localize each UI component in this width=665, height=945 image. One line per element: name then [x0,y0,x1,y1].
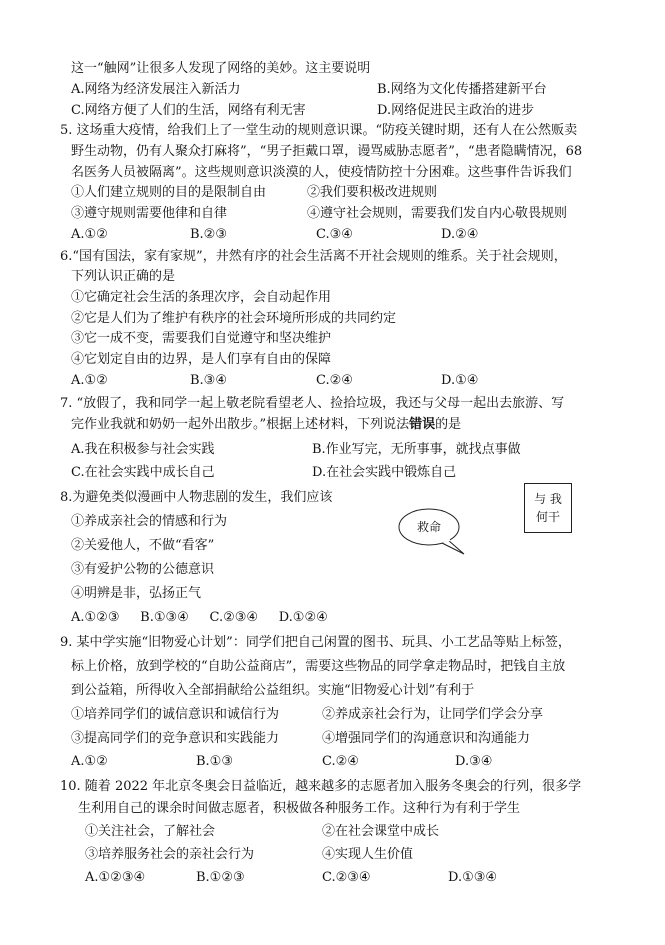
q10-item-1: ①关注社会，了解社会 [85,824,216,839]
q8-item-1: ①养成亲社会的情感和行为 [71,514,228,529]
q8-item-4: ④明辨是非，弘扬正气 [71,586,202,601]
q4-option-b: B.网络为文化传播搭建新平台 [377,82,547,97]
q9-stem-line-1: 9. 某中学实施“旧物爱心计划”：同学们把自己闲置的图书、玩具、小工艺品等贴上标签， [60,635,571,650]
q6-stem-line-2: 下列认识正确的是 [71,269,176,284]
bubble-text: 救命 [416,520,441,534]
q10-option-c: C.②③④ [322,870,371,885]
q10-stem-line-2: 生利用自己的课余时间做志愿者，积极做各种服务工作。这种行为有利于学生 [78,801,521,816]
q5-stem-line-3: 名医务人员被隔离”。这些规则意识淡漠的人，使疫情防控十分困难。这些事件告诉我们 [71,165,572,180]
q7-stem-ending: 的是 [435,417,462,432]
q5-stem-line-2: 野生动物，仍有人聚众打麻将”，“男子拒戴口罩，谩骂威胁志愿者”，“患者隐瞒情况，68 [71,144,583,159]
q9-item-4: ④增强同学们的沟通意识和沟通能力 [322,731,531,746]
q9-item-2: ②养成亲社会行为，让同学们学会分享 [322,707,544,722]
q8-stem: 8.为避免类似漫画中人物悲剧的发生，我们应该 [60,490,333,505]
q5-item-3: ③遵守规则需要他律和自律 [71,206,228,221]
q10-item-2: ②在社会课堂中成长 [322,824,440,839]
q7-option-d: D.在社会实践中锻炼自己 [312,465,457,480]
q9-option-c: C.②④ [322,754,359,769]
q6-item-3: ③它一成不变，需要我们自觉遵守和坚决维护 [71,331,332,346]
q7-option-a: A.我在积极参与社会实践 [71,442,215,457]
q10-item-3: ③培养服务社会的亲社会行为 [85,847,255,862]
q8-item-2: ②关爱他人，不做“看客” [71,538,215,553]
q5-option-c: C.③④ [316,227,353,242]
q6-option-d: D.①④ [441,373,479,388]
q4-option-a: A.网络为经济发展注入新活力 [71,82,241,97]
q4-option-c: C.网络方便了人们的生活，网络有利无害 [71,103,306,118]
q10-item-4: ④实现人生价值 [322,847,414,862]
q7-emphasis-word: 错误 [409,417,436,432]
q9-option-d: D.③④ [455,754,493,769]
comic-caption-box [524,483,572,533]
q6-option-b: B.③④ [190,373,227,388]
q5-item-2: ②我们要积极改进规则 [307,185,438,200]
q9-stem-line-3: 到公益箱，所得收入全部捐献给公益组织。实施“旧物爱心计划”有利于 [71,683,475,698]
q6-option-c: C.②④ [316,373,353,388]
q9-item-1: ①培养同学们的诚信意识和诚信行为 [71,707,280,722]
comic-caption-line-2: 何干 [535,510,560,524]
q8-options: A.①②③ B.①③④ C.②③④ D.①②④ [71,610,328,625]
q5-option-a: A.①② [71,227,108,242]
q6-stem-line-1: 6.“国有国法，家有家规”，井然有序的社会生活离不开社会规则的维系。关于社会规则， [60,249,567,264]
q4-option-d: D.网络促进民主政治的进步 [377,103,535,118]
q7-option-b: B.作业写完，无所事事，就找点事做 [312,442,521,457]
q7-stem-line-2 [71,416,461,433]
q7-stem-line-1: 7. “放假了，我和同学一起上敬老院看望老人、捡拾垃圾，我还与父母一起出去旅游、写 [60,396,565,411]
q9-stem-line-2: 标上价格，放到学校的“自助公益商店”，需要这些物品的同学拿走物品时，把钱自主放 [71,659,566,674]
q10-option-a: A.①②③④ [85,870,146,885]
q6-option-a: A.①② [71,373,108,388]
q9-option-b: B.①③ [196,754,233,769]
comic-caption-line-1: 与 我 [534,492,562,506]
q5-option-b: B.②③ [190,227,227,242]
q6-item-1: ①它确定社会生活的条理次序，会自动起作用 [71,290,332,305]
q6-item-2: ②它是人们为了维护有秩序的社会环境所形成的共同约定 [71,311,397,326]
q8-item-3: ③有爱护公物的公德意识 [71,562,215,577]
q5-item-1: ①人们建立规则的目的是限制自由 [71,185,267,200]
q5-option-d: D.②④ [441,227,479,242]
q4-stem: 这一“触网”让很多人发现了网络的美妙。这主要说明 [71,61,371,76]
q10-option-b: B.①②③ [196,870,245,885]
q5-item-4: ④遵守社会规则，需要我们发自内心敬畏规则 [307,206,568,221]
q10-stem-line-1: 10. 随着 2022 年北京冬奥会日益临近，越来越多的志愿者加入服务冬奥会的行列，很多学 [60,779,582,794]
q7-stem-text: 完作业我就和奶奶一起外出散步。”根据上述材料，下列说法 [71,417,410,432]
q9-item-3: ③提高同学们的竞争意识和实践能力 [71,731,280,746]
comic-speech-bubble [398,504,474,560]
q9-option-a: A.①② [71,754,108,769]
q10-option-d: D.①③④ [448,870,498,885]
q5-stem-line-1: 5. 这场重大疫情，给我们上了一堂生动的规则意识课。“防疫关键时期，还有人在公然贩卖 [60,123,578,138]
q7-option-c: C.在社会实践中成长自己 [71,465,215,480]
q6-item-4: ④它划定自由的边界，是人们享有自由的保障 [71,352,332,367]
